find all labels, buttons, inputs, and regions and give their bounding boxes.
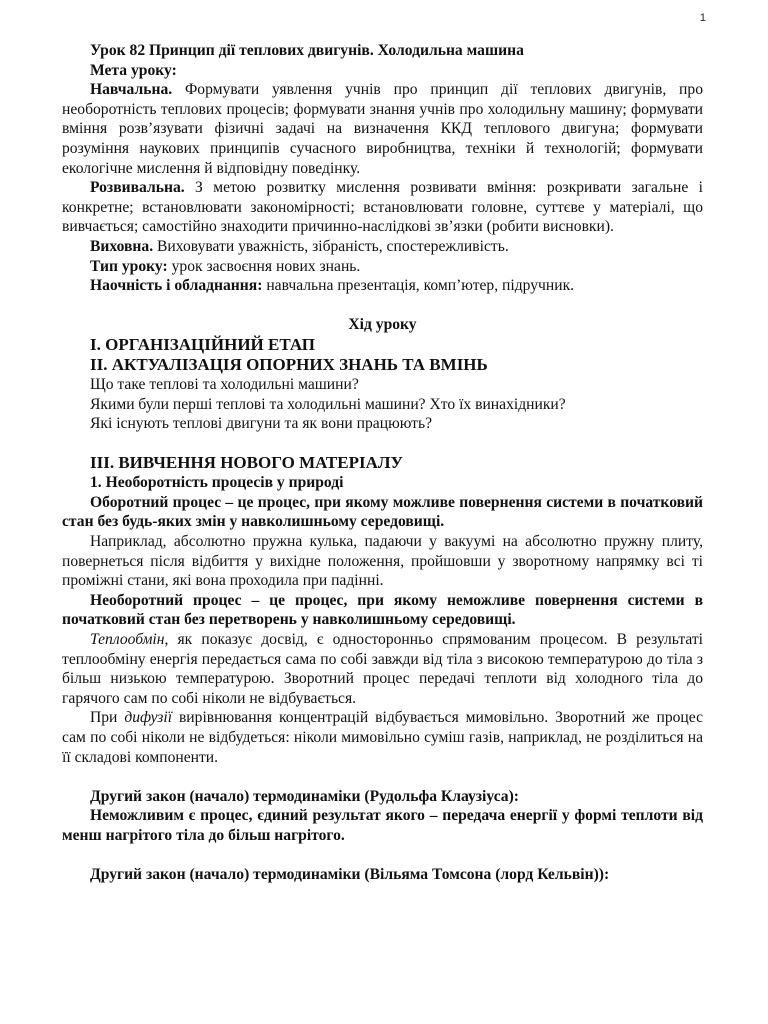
subsection-heading: 1. Необоротність процесів у природі <box>90 474 344 492</box>
developmental-text: З метою розвитку мислення розвивати вміння: розкривати загальне і конкретне; встановлювати закономірності; встановлювати головне, суттєве у матеріалі, що вивчається; самостійно знаходити причинно-наслідкові зв’язки (робити висновки). <box>62 179 703 236</box>
question-item: Що таке теплові та холодильні машини? <box>90 375 359 393</box>
clausius-heading: Другий закон (начало) термодинаміки (Рудольфа Клаузіуса): <box>90 787 519 805</box>
heat-exchange-term: Теплообмін <box>90 631 165 649</box>
lesson-flow-heading: Хід уроку <box>348 316 417 334</box>
developmental-label: Розвивальна. <box>90 179 185 197</box>
stage-1-heading: I. ОРГАНІЗАЦІЙНИЙ ЕТАП <box>90 334 315 354</box>
kelvin-heading: Другий закон (начало) термодинаміки (Вільяма Томсона (лорд Кельвін)): <box>90 866 610 884</box>
lesson-type-label: Тип уроку: <box>90 257 168 275</box>
diffusion-prefix: При <box>90 709 125 727</box>
diffusion-term: дифузії <box>124 709 173 727</box>
educational-label: Навчальна. <box>90 81 173 99</box>
heat-exchange-paragraph <box>62 630 703 708</box>
irreversible-definition: Необоротний процес – це процес, при якому неможливе повернення системи в початковий стан без перетворень у навколишньому середовищі. <box>62 591 703 629</box>
diffusion-text: вирівнювання концентрацій відбувається мимовільно. Зворотний же процес сам по собі ніколи не відбудеться: ніколи мимовільно суміш газів, наприклад, не розділиться на її складові компоненти. <box>62 709 703 766</box>
upbringing-text: Виховувати уважність, зібраність, спостережливість. <box>153 237 509 255</box>
equipment <box>62 276 703 296</box>
document-body <box>62 41 703 885</box>
developmental-goal <box>62 178 703 237</box>
diffusion-paragraph <box>62 708 703 767</box>
upbringing-label: Виховна. <box>90 237 154 255</box>
lesson-type <box>62 257 703 277</box>
equipment-label: Наочність і обладнання: <box>90 277 263 295</box>
stage-3-heading: III. ВИВЧЕННЯ НОВОГО МАТЕРІАЛУ <box>90 453 403 473</box>
heat-exchange-text: , як показує досвід, є односторонньо спрямованим процесом. В результаті теплообміну енергія передається сама по собі завжди від тіла з високою температурою до тіла з більш низькою температурою. Зворотний процес передачі теплоти від холодного тіла до гарячого сам по собі ніколи не відбувається. <box>62 631 703 707</box>
reversible-example: Наприклад, абсолютно пружна кулька, падаючи у вакуумі на абсолютно пружну плиту, повернеться після відбиття у вихідне положення, пройшовши у зворотному напрямку всі ті проміжні стани, які вона проходила при падінні. <box>62 533 703 590</box>
stage-2-heading: II. АКТУАЛІЗАЦІЯ ОПОРНИХ ЗНАНЬ ТА ВМІНЬ <box>90 354 488 374</box>
equipment-text: навчальна презентація, комп’ютер, підручник. <box>262 277 575 295</box>
lesson-type-text: урок засвоєння нових знань. <box>167 257 361 275</box>
lesson-title: Урок 82 Принцип дії теплових двигунів. Холодильна машина <box>90 42 524 59</box>
educational-text: Формувати уявлення учнів про принцип дії теплових двигунів, про необоротність теплових процесів; формувати знання учнів про холодильну машину; формувати вміння розв’язувати фізичні задачі на визначення ККД теплового двигуна; формувати розуміння наукових принципів сучасного виробництва, техніки й технологій; формувати екологічне мислення й відповідну поведінку. <box>62 81 703 177</box>
goal-heading: Мета уроку: <box>90 61 177 79</box>
clausius-statement: Неможливим є процес, єдиний результат якого – передача енергії у формі теплоти від менш нагрітого тіла до більш нагрітого. <box>62 807 703 844</box>
reversible-definition: Оборотний процес – це процес, при якому можливе повернення системи в початковий стан без будь-яких змін у навколишньому середовищі. <box>62 493 703 531</box>
question-item: Які існують теплові двигуни та як вони працюють? <box>90 415 433 433</box>
question-item: Якими були перші теплові та холодильні машини? Хто їх винахідники? <box>90 395 566 413</box>
educational-goal <box>62 80 703 178</box>
upbringing-goal <box>62 237 703 257</box>
page-number: 1 <box>699 12 706 24</box>
